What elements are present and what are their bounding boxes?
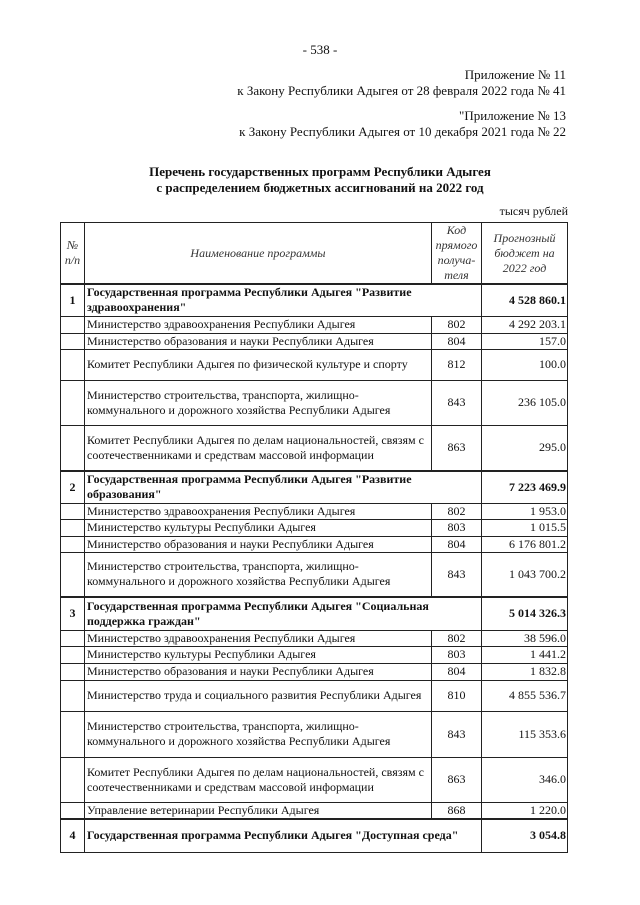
budget-value: 115 353.6 (482, 711, 568, 757)
budget-value: 1 015.5 (482, 519, 568, 536)
title-line: Перечень государственных программ Республики Адыгея (149, 164, 491, 179)
recipient-code: 802 (432, 503, 482, 519)
budget-value: 346.0 (482, 757, 568, 802)
table-row (61, 333, 568, 349)
recipient-code: 843 (432, 711, 482, 757)
table-header (61, 223, 568, 285)
row-number (61, 519, 85, 536)
program-row (61, 819, 568, 852)
table-row (61, 552, 568, 597)
program-name: Министерство культуры Республики Адыгея (85, 519, 432, 536)
appendix-line: к Закону Республики Адыгея от 10 декабря 2021 года № 22 (239, 124, 566, 139)
program-name: Министерство образования и науки Республики Адыгея (85, 663, 432, 680)
row-number (61, 802, 85, 819)
budget-value: 1 953.0 (482, 503, 568, 519)
row-number (61, 316, 85, 333)
budget-value: 4 292 203.1 (482, 316, 568, 333)
program-row (61, 597, 568, 630)
program-name: Министерство здравоохранения Республики Адыгея (85, 503, 432, 519)
program-name: Министерство образования и науки Республики Адыгея (85, 333, 432, 349)
table-row (61, 349, 568, 380)
row-number (61, 680, 85, 711)
program-name: Министерство строительства, транспорта, жилищно-коммунального и дорожного хозяйства Республики Адыгея (85, 380, 432, 425)
recipient-code: 810 (432, 680, 482, 711)
row-number (61, 425, 85, 471)
row-number (61, 536, 85, 552)
budget-value: 1 043 700.2 (482, 552, 568, 597)
program-name: Министерство труда и социального развития Республики Адыгея (85, 680, 432, 711)
program-row (61, 471, 568, 503)
program-name: Министерство строительства, транспорта, жилищно-коммунального и дорожного хозяйства Республики Адыгея (85, 552, 432, 597)
row-number: 4 (61, 819, 85, 852)
row-number (61, 711, 85, 757)
recipient-code: 863 (432, 757, 482, 802)
budget-value: 1 832.8 (482, 663, 568, 680)
budget-value: 3 054.8 (482, 819, 568, 852)
appendix-line: Приложение № 11 (464, 67, 566, 82)
appendix-line: к Закону Республики Адыгея от 28 февраля 2022 года № 41 (237, 83, 566, 98)
recipient-code: 802 (432, 630, 482, 646)
table-row (61, 711, 568, 757)
recipient-code: 804 (432, 663, 482, 680)
title-line: с распределением бюджетных ассигнований на 2022 год (156, 180, 484, 195)
row-number (61, 663, 85, 680)
budget-value: 5 014 326.3 (482, 597, 568, 630)
row-number (61, 552, 85, 597)
row-number (61, 757, 85, 802)
row-number (61, 630, 85, 646)
budget-value: 6 176 801.2 (482, 536, 568, 552)
header-code: Код прямого получа-теля (432, 223, 482, 285)
header-num: № п/п (61, 223, 85, 285)
recipient-code: 868 (432, 802, 482, 819)
header-budget: Прогнозный бюджет на 2022 год (482, 223, 568, 285)
budget-value: 157.0 (482, 333, 568, 349)
table-row (61, 536, 568, 552)
program-name: Комитет Республики Адыгея по делам национальностей, связям с соотечественниками и средствам массовой информации (85, 757, 432, 802)
recipient-code: 803 (432, 646, 482, 663)
table-row (61, 680, 568, 711)
row-number: 1 (61, 284, 85, 316)
table-row (61, 630, 568, 646)
row-number (61, 503, 85, 519)
table-row (61, 757, 568, 802)
recipient-code: 843 (432, 380, 482, 425)
program-name: Государственная программа Республики Адыгея "Развитие здравоохранения" (85, 284, 482, 316)
budget-value: 38 596.0 (482, 630, 568, 646)
program-name: Государственная программа Республики Адыгея "Социальная поддержка граждан" (85, 597, 482, 630)
budget-value: 1 441.2 (482, 646, 568, 663)
program-name: Министерство здравоохранения Республики Адыгея (85, 630, 432, 646)
program-name: Министерство строительства, транспорта, жилищно-коммунального и дорожного хозяйства Республики Адыгея (85, 711, 432, 757)
header-name: Наименование программы (85, 223, 432, 285)
recipient-code: 802 (432, 316, 482, 333)
recipient-code: 804 (432, 333, 482, 349)
program-name: Государственная программа Республики Адыгея "Доступная среда" (85, 819, 482, 852)
budget-value: 4 855 536.7 (482, 680, 568, 711)
program-name: Министерство культуры Республики Адыгея (85, 646, 432, 663)
budget-value: 236 105.0 (482, 380, 568, 425)
budget-value: 1 220.0 (482, 802, 568, 819)
table-row (61, 802, 568, 819)
recipient-code: 812 (432, 349, 482, 380)
recipient-code: 843 (432, 552, 482, 597)
recipient-code: 804 (432, 536, 482, 552)
program-name: Комитет Республики Адыгея по делам национальностей, связям с соотечественниками и средствам массовой информации (85, 425, 432, 471)
row-number (61, 646, 85, 663)
table-row (61, 425, 568, 471)
budget-value: 100.0 (482, 349, 568, 380)
table-row (61, 663, 568, 680)
program-name: Министерство образования и науки Республики Адыгея (85, 536, 432, 552)
recipient-code: 863 (432, 425, 482, 471)
row-number: 3 (61, 597, 85, 630)
budget-value: 4 528 860.1 (482, 284, 568, 316)
table-row (61, 503, 568, 519)
unit-label: тысяч рублей (499, 204, 568, 218)
row-number: 2 (61, 471, 85, 503)
program-row (61, 284, 568, 316)
table-row (61, 646, 568, 663)
programs-table (60, 222, 568, 853)
row-number (61, 349, 85, 380)
row-number (61, 333, 85, 349)
program-name: Комитет Республики Адыгея по физической культуре и спорту (85, 349, 432, 380)
budget-value: 7 223 469.9 (482, 471, 568, 503)
page-number: - 538 - (302, 42, 338, 57)
program-name: Министерство здравоохранения Республики Адыгея (85, 316, 432, 333)
document-title (0, 164, 640, 196)
appendix-line: "Приложение № 13 (459, 108, 566, 123)
budget-value: 295.0 (482, 425, 568, 471)
program-name: Управление ветеринарии Республики Адыгея (85, 802, 432, 819)
table-row (61, 316, 568, 333)
row-number (61, 380, 85, 425)
program-name: Государственная программа Республики Адыгея "Развитие образования" (85, 471, 482, 503)
table-row (61, 519, 568, 536)
recipient-code: 803 (432, 519, 482, 536)
table-row (61, 380, 568, 425)
